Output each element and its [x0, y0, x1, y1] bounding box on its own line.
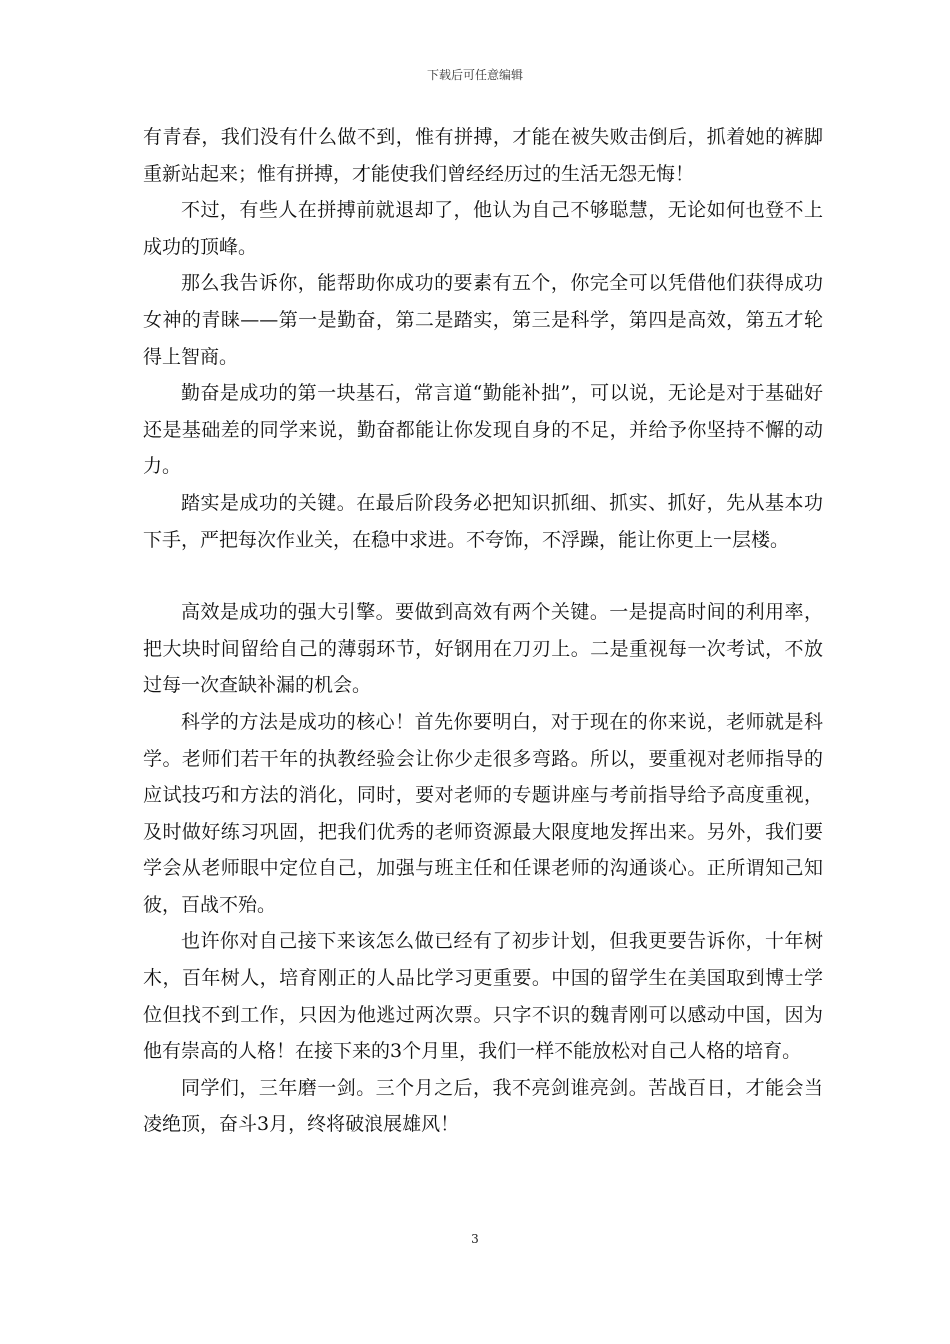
paragraph: 勤奋是成功的第一块基石，常言道“勤能补拙”，可以说，无论是对于基础好还是基础差的同学来说，勤奋都能让你发现自身的不足，并给予你坚持不懈的动力。: [143, 382, 823, 478]
paragraph: 那么我告诉你，能帮助你成功的要素有五个，你完全可以凭借他们获得成功女神的青睐——第一是勤奋，第二是踏实，第三是科学，第四是高效，第五才轮得上智商。: [143, 272, 823, 368]
paragraph: 有青春，我们没有什么做不到，惟有拼搏，才能在被失败击倒后，抓着她的裤脚重新站起来；惟有拼搏，才能使我们曾经经历过的生活无怨无悔！: [143, 126, 823, 185]
document-body: [143, 119, 823, 1143]
paragraph: 同学们，三年磨一剑。三个月之后，我不亮剑谁亮剑。苦战百日，才能会当凌绝顶，奋斗3月，终将破浪展雄风！: [143, 1076, 823, 1136]
page-number: 3: [471, 1232, 479, 1246]
paragraph: 不过，有些人在拼搏前就退却了，他认为自己不够聪慧，无论如何也登不上成功的顶峰。: [143, 199, 823, 258]
paragraph: 科学的方法是成功的核心！首先你要明白，对于现在的你来说，老师就是科学。老师们若干年的执教经验会让你少走很多弯路。所以，要重视对老师指导的应试技巧和方法的消化，同时，要对老师的专题讲座与考前指导给予高度重视，及时做好练习巩固，把我们优秀的老师资源最大限度地发挥出来。另外，我们要学会从老师眼中定位自己，加强与班主任和任课老师的沟通谈心。正所谓知己知彼，百战不殆。: [143, 710, 823, 916]
paragraph: 也许你对自己接下来该怎么做已经有了初步计划，但我更要告诉你，十年树木，百年树人，培育刚正的人品比学习更重要。中国的留学生在美国取到博士学位但找不到工作，只因为他逃过两次票。只字不识的魏青刚可以感动中国，因为他有崇高的人格！在接下来的3个月里，我们一样不能放松对自己人格的培育。: [143, 930, 823, 1063]
paragraph: 高效是成功的强大引擎。要做到高效有两个关键。一是提高时间的利用率，把大块时间留给自己的薄弱环节，好钢用在刀刃上。二是重视每一次考试，不放过每一次查缺补漏的机会。: [143, 601, 823, 697]
paragraph: 踏实是成功的关键。在最后阶段务必把知识抓细、抓实、抓好，先从基本功下手，严把每次作业关，在稳中求进。不夸饰，不浮躁，能让你更上一层楼。: [143, 491, 823, 551]
page-header: 下载后可任意编辑: [426, 68, 523, 82]
